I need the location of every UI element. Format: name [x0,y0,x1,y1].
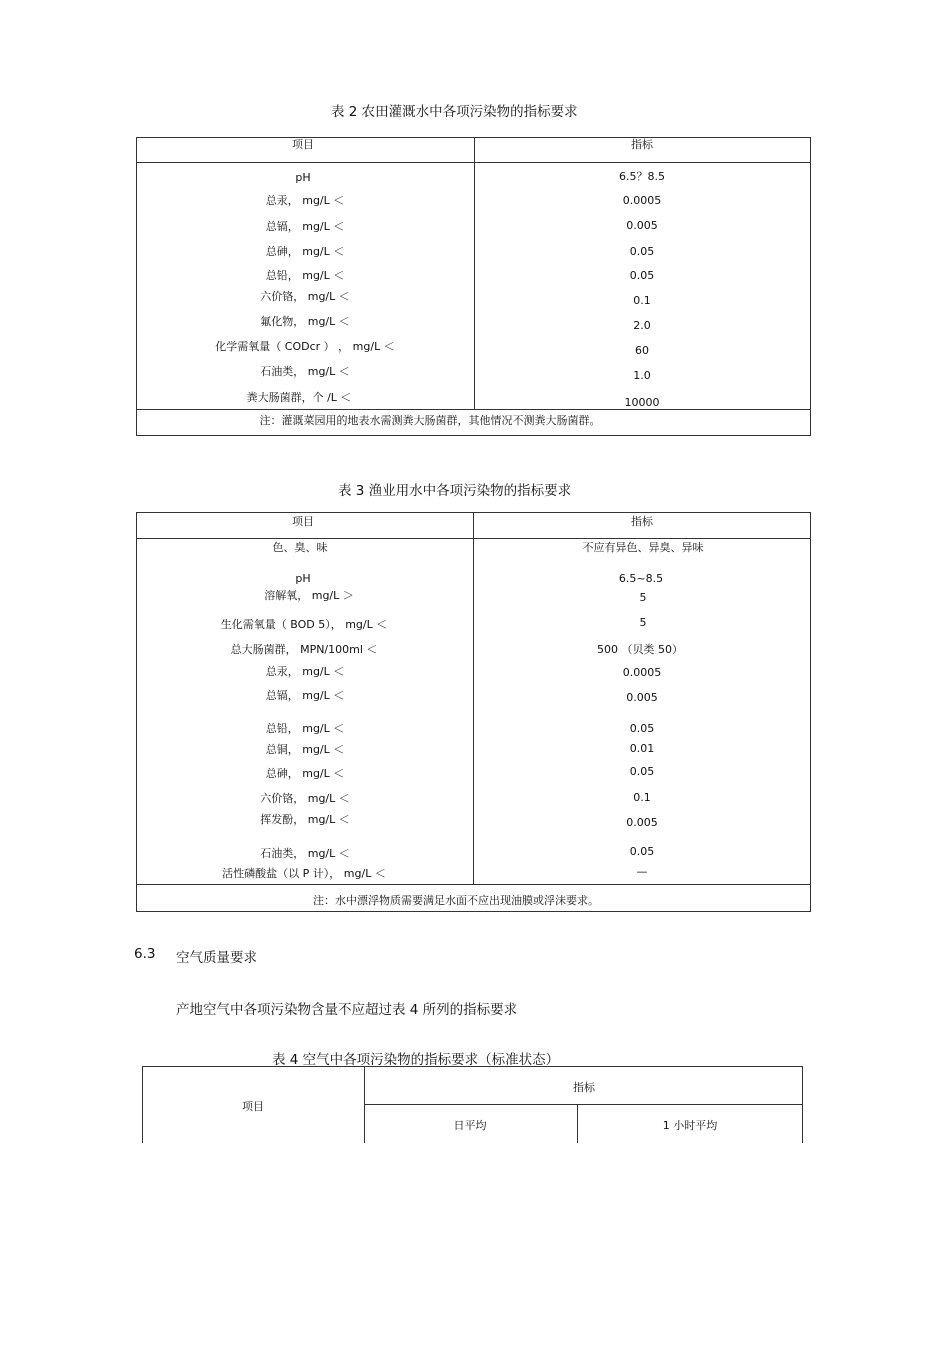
table2-row-item: 化学需氧量（ CODcr ） ， mg/L ＜ [215,340,395,353]
table2-row-item: 石油类， mg/L ＜ [260,365,350,378]
table3-row-value: 不应有异色、异臭、异味 [582,541,704,554]
table2-row-value: 6.5？8.5 [619,170,665,183]
table3-row-value: 0.05 [629,765,655,778]
table3-row-item: 色、臭、味 [272,541,328,554]
table3-row-value: 0.0005 [622,666,662,679]
section-heading: 空气质量要求 [176,950,257,966]
table3-row-item: 总砷， mg/L ＜ [265,767,345,780]
table2-row-item: 总汞， mg/L ＜ [265,194,345,207]
table2-row-value: 60 [635,344,649,357]
table2-row-item: 总砷， mg/L ＜ [265,245,345,258]
table3-row-value: 500 （贝类 50） [597,643,683,656]
table2-column-divider [474,137,475,409]
table2-row-value: 0.05 [629,269,655,282]
table3-row-value: 0.05 [629,845,655,858]
table3-row-item: 六价铬， mg/L ＜ [260,792,350,805]
table2-row-item: 总镉， mg/L ＜ [265,220,345,233]
table4-left-border [142,1066,143,1143]
table3-row-item: 石油类， mg/L ＜ [260,847,350,860]
table2-row-item: 总铅， mg/L ＜ [265,269,345,282]
table3-row-item: 挥发酚， mg/L ＜ [260,813,350,826]
table3-title: 表 3 渔业用水中各项污染物的指标要求 [338,483,572,499]
table3-row-item: 总铜， mg/L ＜ [265,743,345,756]
table3-column-divider [473,512,474,884]
table3-row-value: 5 [639,616,647,629]
table3-row-item: 活性磷酸盐（以 P 计）， mg/L ＜ [222,867,386,880]
table4-header-index: 指标 [573,1081,595,1094]
table3-row-value: 0.1 [633,791,651,804]
table3-row-item: 总铅， mg/L ＜ [265,722,345,735]
table3-row-item: 总汞， mg/L ＜ [265,665,345,678]
table3-row-item: 溶解氧， mg/L ＞ [264,589,354,602]
table2-row-value: 0.1 [633,294,651,307]
section-paragraph: 产地空气中各项污染物含量不应超过表 4 所列的指标要求 [176,1002,518,1018]
table3-note-divider [136,884,811,885]
table2-title: 表 2 农田灌溉水中各项污染物的指标要求 [331,104,578,120]
table3-row-value: 0.005 [626,816,658,829]
table3-row-value: — [636,865,648,878]
table2-row-item: 粪大肠菌群，个 /L ＜ [246,391,352,404]
table2-note-divider [136,409,811,410]
table2-row-value: 10000 [624,396,660,409]
table2-row-value: 1.0 [633,369,651,382]
table2-header-index: 指标 [631,138,653,151]
table4-sub-column-divider [577,1104,578,1143]
table3-row-item: 生化需氧量（ BOD 5）， mg/L ＜ [220,618,388,631]
table3-row-value: 6.5~8.5 [618,572,664,585]
table3-row-value: 0.05 [629,722,655,735]
table3-row-value: 5 [639,591,647,604]
table2-row-item: pH [295,171,311,184]
table2-row-item: 氟化物， mg/L ＜ [260,315,350,328]
table3-header-index: 指标 [631,515,653,528]
table2-row-value: 0.0005 [622,194,662,207]
table2-row-value: 0.05 [629,245,655,258]
table3-note: 注：水中漂浮物质需要满足水面不应出现油膜或浮沫要求。 [313,894,599,907]
table4-header-item: 项目 [242,1100,264,1113]
table3-row-item: 总大肠菌群， MPN/100ml ＜ [230,643,378,656]
table4-top-border [142,1066,803,1067]
table4-subheader-divider [364,1104,803,1105]
table2-row-item: 六价铬， mg/L ＜ [260,290,350,303]
table2-row-value: 0.005 [626,219,658,232]
table4-header-hourly: 1 小时平均 [662,1119,718,1132]
table3-row-item: 总镉， mg/L ＜ [265,689,345,702]
table4-title: 表 4 空气中各项污染物的指标要求（标准状态） [272,1052,560,1068]
table2-header-item: 项目 [292,138,314,151]
table2-row-value: 2.0 [633,319,651,332]
table2-note: 注：灌溉菜园用的地表水需测粪大肠菌群，其他情况不测粪大肠菌群。 [259,414,601,427]
section-number: 6.3 [134,946,156,962]
table3-row-value: 0.01 [629,742,655,755]
table3-header-item: 项目 [292,515,314,528]
table4-header-daily: 日平均 [453,1119,487,1132]
table3-row-value: 0.005 [626,691,658,704]
table3-row-item: pH [295,572,311,585]
